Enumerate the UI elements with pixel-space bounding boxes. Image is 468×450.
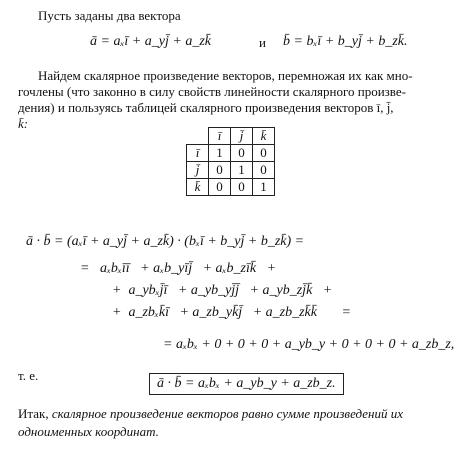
table-cell: 1 <box>231 162 253 179</box>
table-row <box>187 145 275 162</box>
para1-line2: гочлены (что законно в силу свойств линейности скалярного произве- <box>18 84 406 99</box>
derivation-line3: + a_ybₓj̄ī + a_yb_yj̄j̄ + a_yb_zj̄k̄ + <box>112 283 333 298</box>
para1-line1: Найдем скалярное произведение векторов, перемножая их как мно- <box>38 68 413 83</box>
table-cell: 0 <box>209 162 231 179</box>
table-row <box>187 162 275 179</box>
table-cell: 1 <box>209 145 231 162</box>
table-corner <box>187 128 209 145</box>
table-cell: 1 <box>253 179 275 196</box>
para1-line4: k̄: <box>18 116 29 131</box>
derivation-line4: + a_zbₓk̄ī + a_zb_yk̄j̄ + a_zb_zk̄k̄ = <box>112 305 351 320</box>
result-formula-box <box>149 373 344 395</box>
result-formula: ā · b̄ = aₓbₓ + a_yb_y + a_zb_z. <box>157 376 336 391</box>
derivation-line5: = aₓbₓ + 0 + 0 + 0 + a_yb_y + 0 + 0 + 0 + a_zb_z, <box>163 337 455 352</box>
conclusion-line2: одноименных координат. <box>18 424 159 439</box>
row-label: j̄ <box>187 162 209 179</box>
table-header-row <box>187 128 275 145</box>
conclusion-line1 <box>18 406 403 422</box>
table-cell: 0 <box>209 179 231 196</box>
table-cell: 0 <box>253 145 275 162</box>
row-label: k̄ <box>187 179 209 196</box>
vector-a-definition: ā = aₓī + a_yj̄ + a_zk̄ <box>90 34 211 49</box>
table-header-i: ī <box>209 128 231 145</box>
conclusion-emphasis: скалярное произведение векторов равно сумме произведений их <box>51 406 403 421</box>
row-label: ī <box>187 145 209 162</box>
te-text: т. е. <box>18 368 39 383</box>
table-row <box>187 179 275 196</box>
conjunction: и <box>259 35 266 50</box>
para1-line3: дения) и пользуясь таблицей скалярного произведения векторов ī, j̄, <box>18 100 394 115</box>
table-cell: 0 <box>231 145 253 162</box>
derivation-line1: ā · b̄ = (aₓī + a_yj̄ + a_zk̄) · (bₓī + b_yj̄ + b_zk̄) = <box>26 234 305 249</box>
scalar-product-table <box>186 127 275 196</box>
table-cell: 0 <box>253 162 275 179</box>
intro-text: Пусть заданы два вектора <box>38 8 181 23</box>
conclusion-lead: Итак, <box>18 406 49 421</box>
derivation-line2: = aₓbₓīī + aₓb_yīj̄ + aₓb_zīk̄ + <box>80 261 277 276</box>
table-header-k: k̄ <box>253 128 275 145</box>
table-header-j: j̄ <box>231 128 253 145</box>
vector-b-definition: b̄ = bₓī + b_yj̄ + b_zk̄. <box>283 34 408 49</box>
table-cell: 0 <box>231 179 253 196</box>
